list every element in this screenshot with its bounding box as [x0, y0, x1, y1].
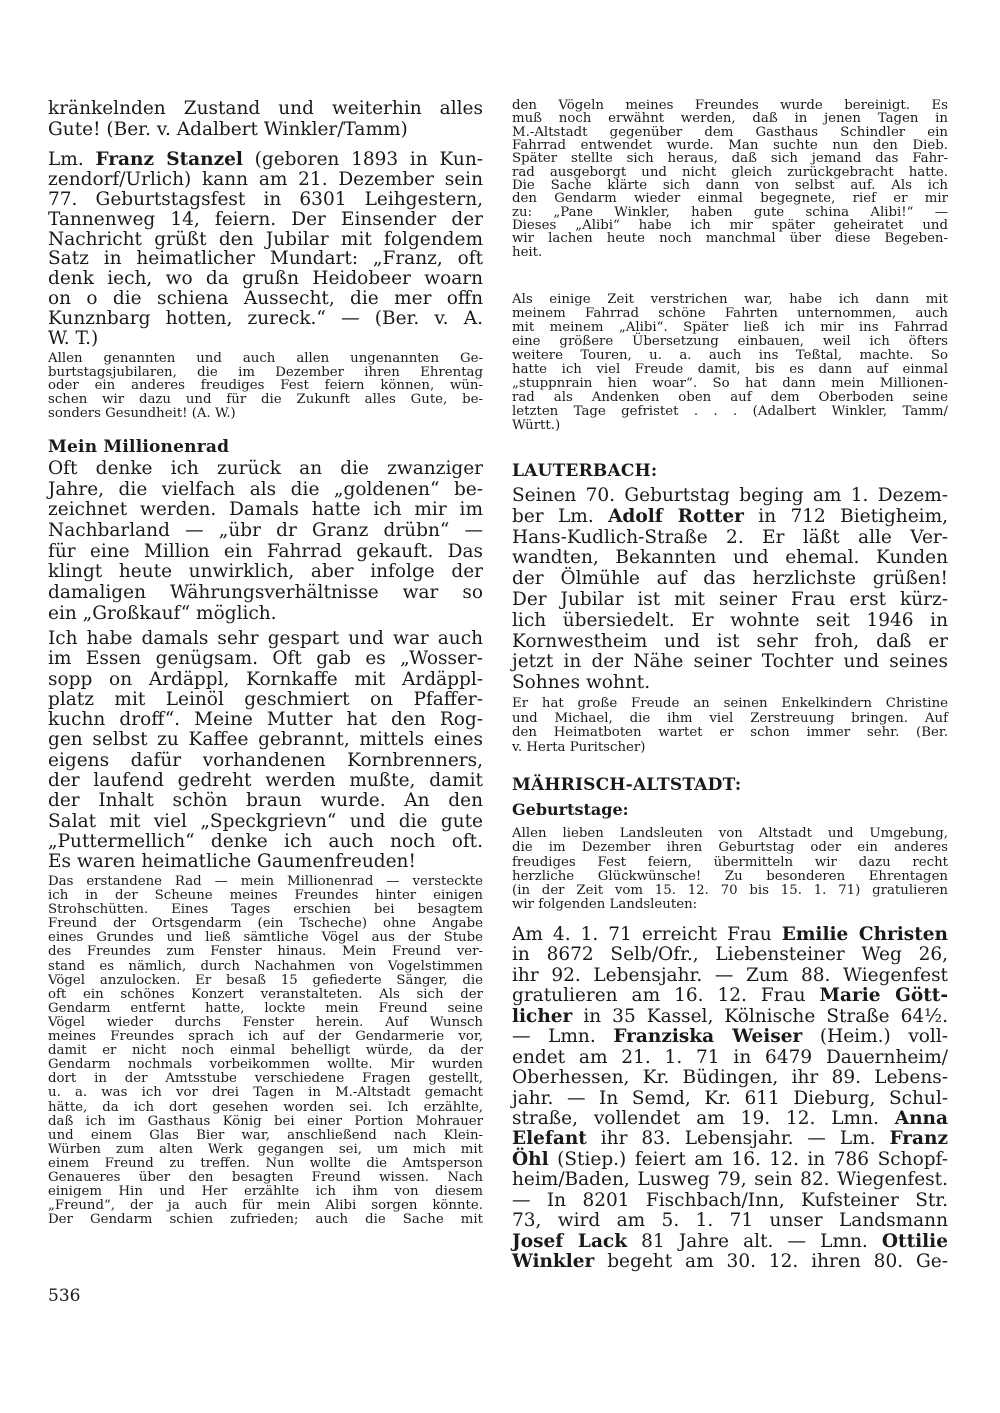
text-line: Allen genannten und auch allen ungenannten Ge- [48, 351, 483, 366]
text-line: Öhl (Stiep.) feiert am 16. 12. in 786 Schopf- [512, 1148, 948, 1170]
text-line: Würben zum alten Werk gegangen sei, um mich mit [48, 1141, 483, 1157]
text-line: Als einige Zeit verstrichen war, habe ich dann mit [512, 292, 948, 307]
name-highlight: Franz [889, 1128, 948, 1150]
text-line: burtstagsjubilaren, die im Dezember ihren Ehrentag [48, 364, 483, 380]
text-line: einem Freund zu treffen. Nun wollte die Amtsperson [48, 1155, 483, 1171]
text-line: Freund der Ortsgendarm (ein Tscheche) ohne Angabe [48, 916, 483, 932]
text-line: damit er nicht noch einmal behelligt würde, da der [48, 1043, 483, 1059]
text-line: gen selbst zu Kaffee gebrannt, mittels eines [48, 729, 483, 751]
text-line: jetzt in der Nähe seiner Tochter und seines [512, 651, 948, 673]
text-line: straße, vollendet am 19. 12. Lmn. Anna [512, 1107, 948, 1129]
text-line: kränkelnden Zustand und weiterhin alles [48, 98, 483, 119]
text-line: oft ein schönes Konzert veranstalteten. Als sich der [48, 986, 483, 1002]
text-line: Genaueres über den besagten Freund wissen. Nach [48, 1169, 483, 1185]
text-line: Er hat große Freude an seinen Enkelkindern Christine [512, 696, 948, 711]
text-line: und Michael, die ihm viel Zerstreuung bringen. Auf [512, 710, 948, 726]
text-line: Später stellte sich heraus, daß sich jemand das Fahr- [512, 151, 948, 167]
name-highlight: Ottilie [881, 1230, 948, 1252]
paragraph-continued-greeting [48, 99, 483, 140]
text-line: (in der Zeit vom 15. 12. 70 bis 15. 1. 71) gratulieren [512, 883, 948, 899]
text-line: daß ich im Gasthaus König bei einer Portion Mohrauer [48, 1113, 483, 1129]
text-line: klingt heute unwirklich, aber infolge der [48, 561, 483, 583]
text-line: der laufend gedreht werden mußte, damit [48, 770, 483, 792]
text-line: Salat mit viel „Speckgrievn“ und die gute [48, 810, 483, 832]
paragraph-adolf-rotter [512, 486, 948, 694]
text-line: Seinen 70. Geburtstag beging am 1. Dezem- [512, 485, 948, 506]
text-line: Die Sache klärte sich dann von selbst auf. Als ich [512, 178, 948, 194]
heading-lauterbach: LAUTERBACH: [512, 461, 658, 481]
paragraph-story-ending [512, 293, 948, 433]
text-line: Ich habe damals sehr gespart und war auch [48, 628, 483, 649]
text-line: Vögel anzulocken. Er besaß 15 gefiederte Sänger, die [48, 972, 483, 988]
text-line: Oft denke ich zurück an die zwanziger [48, 458, 483, 479]
text-line: Oberhessen, Kr. Büdingen, ihr 89. Lebens- [512, 1067, 948, 1089]
text-line: schen wir dazu und für die Zukunft alles Gute, be- [48, 392, 483, 408]
paragraph-millionenrad-story [48, 875, 483, 1227]
text-line: Kunznbarg hotten, zureck.“ — (Ber. v. A. [48, 308, 483, 330]
text-line: platz mit Leinöl geschmiert on Pfaffer- [48, 688, 483, 710]
paragraph-millionenrad-intro [48, 459, 483, 625]
text-line: M.-Altstadt gegenüber dem Gasthaus Schindler ein [512, 124, 948, 140]
text-line: damaligen Währungsverhältnisse war so [48, 582, 483, 604]
text-line: „stuppnrain hien woar“. So hat dann mein Millionen- [512, 376, 948, 391]
text-line: und einem Glas Bier war, anschließend nach Klein- [48, 1127, 483, 1143]
text-line: letzten Tage gefristet . . . (Adalbert Winkler, Tamm/ [512, 404, 948, 419]
text-line: gratulieren am 16. 12. Frau Marie Gött- [512, 985, 948, 1007]
text-line: Winkler begeht am 30. 12. ihren 80. Ge- [512, 1251, 948, 1272]
text-line: meinem Fahrrad schöne Fahrten unternommen, auch [512, 306, 948, 321]
text-line: heit. [512, 244, 543, 260]
text-line: wandten, Bekannten und ehemal. Kunden [512, 547, 948, 569]
text-line: den Heimatboten wartet er schon immer sehr. (Ber. [512, 725, 948, 741]
text-line: rad als Andenken oben auf dem Oberboden seine [512, 390, 948, 405]
paragraph-millionenrad-food [48, 629, 483, 873]
text-line: weitere Touren, u. a. auch ins Teßtal, machte. So [512, 348, 948, 363]
text-line: Lm. Franz Stanzel (geboren 1893 in Kun- [48, 149, 483, 170]
text-line: jahr. — In Semd, Kr. 611 Dieburg, Schul- [512, 1087, 948, 1109]
text-line: denk iech, wo da grußn Heidobeer woarn [48, 268, 483, 290]
text-line: Dieses „Alibi“ habe ich mir später geheiratet und [512, 218, 948, 234]
paragraph-birthday-list [512, 925, 948, 1272]
text-line: den Gendarm wieder einmal begegnete, rief er mir [512, 191, 948, 207]
text-line: freudiges Fest feiern, übermitteln wir dazu recht [512, 854, 948, 870]
name-highlight: Öhl [512, 1148, 549, 1170]
text-line: Nachricht grüßt den Jubilar mit folgendem [48, 228, 483, 250]
paragraph-franz-stanzel [48, 150, 483, 349]
text-line: meines Freundes sprach ich auf der Gendarmerie vor, [48, 1029, 483, 1045]
text-line: zeichnet werden. Damals hatte ich mir im [48, 499, 483, 521]
text-line: stand es nämlich, durch Nachahmen von Vogelstimmen [48, 958, 483, 974]
paragraph-rotter-family [512, 697, 948, 756]
text-line: Der Jubilar ist mit seiner Frau erst kürz- [512, 588, 948, 610]
text-line: für eine Million ein Fahrrad gekauft. Das [48, 540, 483, 562]
text-line: ihr 92. Lebensjahr. — Zum 88. Wiegenfest [512, 964, 948, 986]
text-line: des Freundes zum Fenster hinaus. Mein Freund ver- [48, 944, 483, 960]
text-line: on o die schiena Aussecht, die mer offn [48, 288, 483, 310]
text-line: Hans-Kudlich-Straße 2. Er läßt alle Ver- [512, 526, 948, 548]
text-line: im Essen genügsam. Oft gab es „Wosser- [48, 648, 483, 670]
name-highlight: licher [512, 1005, 573, 1027]
name-highlight: Franz Stanzel [95, 149, 243, 170]
text-line: eine größere Übersetzung einbauen, weil ich öfters [512, 334, 948, 349]
text-line: Sohnes wohnt. [512, 672, 651, 694]
text-line: Allen lieben Landsleuten von Altstadt und Umgebung, [512, 826, 948, 841]
text-line: Satz in heimatlicher Mundart: „Franz, oft [48, 248, 483, 270]
page-number: 536 [48, 1286, 81, 1306]
text-line: der Inhalt schön braun wurde. An den [48, 790, 483, 812]
name-highlight: Winkler [512, 1251, 595, 1272]
text-line: zu: „Pane Winkler, haben gute schina Alibi!“ — [512, 204, 948, 220]
text-line: 73, wird am 5. 1. 71 unser Landsmann [512, 1210, 948, 1232]
text-line: oder ein anderes freudiges Fest feiern können, wün- [48, 378, 483, 394]
text-line: Strohschütten. Eines Tages erschien bei besagtem [48, 902, 483, 918]
name-highlight: Josef Lack [512, 1230, 628, 1252]
heading-mein-millionenrad: Mein Millionenrad [48, 437, 230, 457]
text-line: einigem Hin und Her erzählte ich ihm von diesem [48, 1184, 483, 1200]
paragraph-story-continued [512, 99, 948, 259]
text-line: endet am 21. 1. 71 in 6479 Dauernheim/ [512, 1046, 948, 1068]
text-line: Das erstandene Rad — mein Millionenrad — versteckte [48, 874, 483, 889]
text-line: den Vögeln meines Freundes wurde bereinigt. Es [512, 98, 948, 113]
text-line: muß noch erwähnt werden, daß in jenen Tagen in [512, 111, 948, 127]
text-line: Gendarm nochmals vorbeikommen wollte. Mir wurden [48, 1057, 483, 1073]
text-line: Der Gendarm schien zufrieden; auch die Sache mit [48, 1212, 483, 1228]
text-line: ein „Großkauf“ möglich. [48, 602, 277, 624]
text-line: — Lmn. Franziska Weiser (Heim.) voll- [512, 1026, 949, 1048]
text-line: in 8672 Selb/Ofr., Liebensteiner Weg 26, [512, 944, 948, 966]
text-line: die im Dezember ihren Geburtstag oder ein anderes [512, 840, 948, 856]
text-line: lich übersiedelt. Er wohnte seit 1946 in [512, 609, 948, 631]
text-line: Es waren heimatliche Gaumenfreuden! [48, 851, 416, 873]
name-highlight: Elefant [512, 1128, 587, 1150]
text-line: Tannenweg 14, feiern. Der Einsender der [48, 208, 483, 230]
text-line: der Ölmühle auf das herzlichste grüßen! [512, 568, 948, 590]
text-line: rad ausgeborgt und nicht gleich zurückgebracht hatte. [512, 164, 948, 180]
text-line: eigens dafür vorhandenen Kornbrenners, [48, 749, 483, 771]
text-line: — In 8201 Fischbach/Inn, Kufsteiner Str. [512, 1189, 948, 1211]
text-line: dort in der Amtsstube verschiedene Fragen gestellt, [48, 1071, 483, 1087]
heading-maehrisch-altstadt: MÄHRISCH-ALTSTADT: [512, 775, 742, 795]
text-line: Württ.) [512, 418, 561, 433]
text-line: sonders Gesundheit! (A. W.) [48, 405, 236, 421]
paragraph-birthday-wishes [48, 352, 483, 420]
text-line: heim/Baden, Lusweg 79, sein 82. Wiegenfest. [512, 1169, 948, 1191]
text-line: ber Lm. Adolf Rotter in 712 Bietigheim, [512, 505, 948, 527]
text-line: sopp on Ardäppl, Kornkaffe mit Ardäppl- [48, 668, 483, 690]
text-line: „Puttermellich“ denke ich auch noch oft. [48, 830, 483, 852]
paragraph-altstadt-greeting [512, 827, 948, 913]
text-line: hatte ich viel Freude damit, bis es dann auf einmal [512, 362, 948, 377]
name-highlight: Anna [894, 1107, 948, 1129]
text-line: herzliche Glückwünsche! Zu besonderen Ehrentagen [512, 868, 948, 884]
text-line: zendorf/Urlich) kann am 21. Dezember sein [48, 168, 483, 190]
text-line: Vögel wieder durchs Fenster herein. Auf Wunsch [48, 1014, 483, 1030]
text-line: mit meinem „Alibi“. Später ließ ich mir ins Fahrrad [512, 320, 948, 335]
name-highlight: Emilie Christen [781, 924, 948, 945]
text-line: hätte, da ich dort gesehen worden sei. Ich erzählte, [48, 1099, 483, 1115]
text-line: „Freund“, der ja auch für mein Alibi sorgen könnte. [48, 1198, 483, 1214]
text-line: Nachbarland — „übr dr Granz drübn“ — [48, 520, 483, 542]
text-line: ich in der Scheune meines Freundes hinter einigen [48, 888, 483, 904]
text-line: eines Grundes und ließ sämtliche Vögel aus der Stube [48, 930, 483, 946]
text-line: wir folgenden Landsleuten: [512, 897, 698, 913]
name-highlight: Marie Gött- [819, 985, 948, 1007]
text-line: Elefant ihr 83. Lebensjahr. — Lm. Franz [512, 1128, 948, 1150]
text-line: Gute! (Ber. v. Adalbert Winkler/Tamm) [48, 118, 408, 140]
text-line: kuchn droff“. Meine Mutter hat den Rog- [48, 709, 483, 731]
text-line: 77. Geburtstagsfest in 6301 Leihgestern, [48, 188, 483, 210]
text-line: v. Herta Puritscher) [512, 740, 646, 756]
text-line: Gendarm entfernt hatte, lockte mein Freund seine [48, 1000, 483, 1016]
text-line: licher in 35 Kassel, Kölnische Straße 64½. [512, 1005, 948, 1027]
text-line: Josef Lack 81 Jahre alt. — Lmn. Ottilie [512, 1230, 948, 1252]
subheading-geburtstage: Geburtstage: [512, 800, 629, 819]
text-line: u. a. was ich vor drei Tagen in M.-Altstadt gemacht [48, 1085, 483, 1101]
name-highlight: Franziska Weiser [613, 1026, 803, 1048]
text-line: Fahrrad entwendet wurde. Man suchte nun den Dieb. [512, 138, 948, 154]
text-line: W. T.) [48, 328, 99, 350]
text-line: Am 4. 1. 71 erreicht Frau Emilie Christen [512, 924, 948, 945]
text-line: Kornwestheim und ist sehr froh, daß er [512, 630, 948, 652]
name-highlight: Adolf Rotter [608, 505, 744, 527]
text-line: wir lachen heute noch manchmal über diese Begeben- [512, 231, 948, 247]
text-line: Jahre, die vielfach als die „goldenen“ be- [48, 478, 483, 500]
